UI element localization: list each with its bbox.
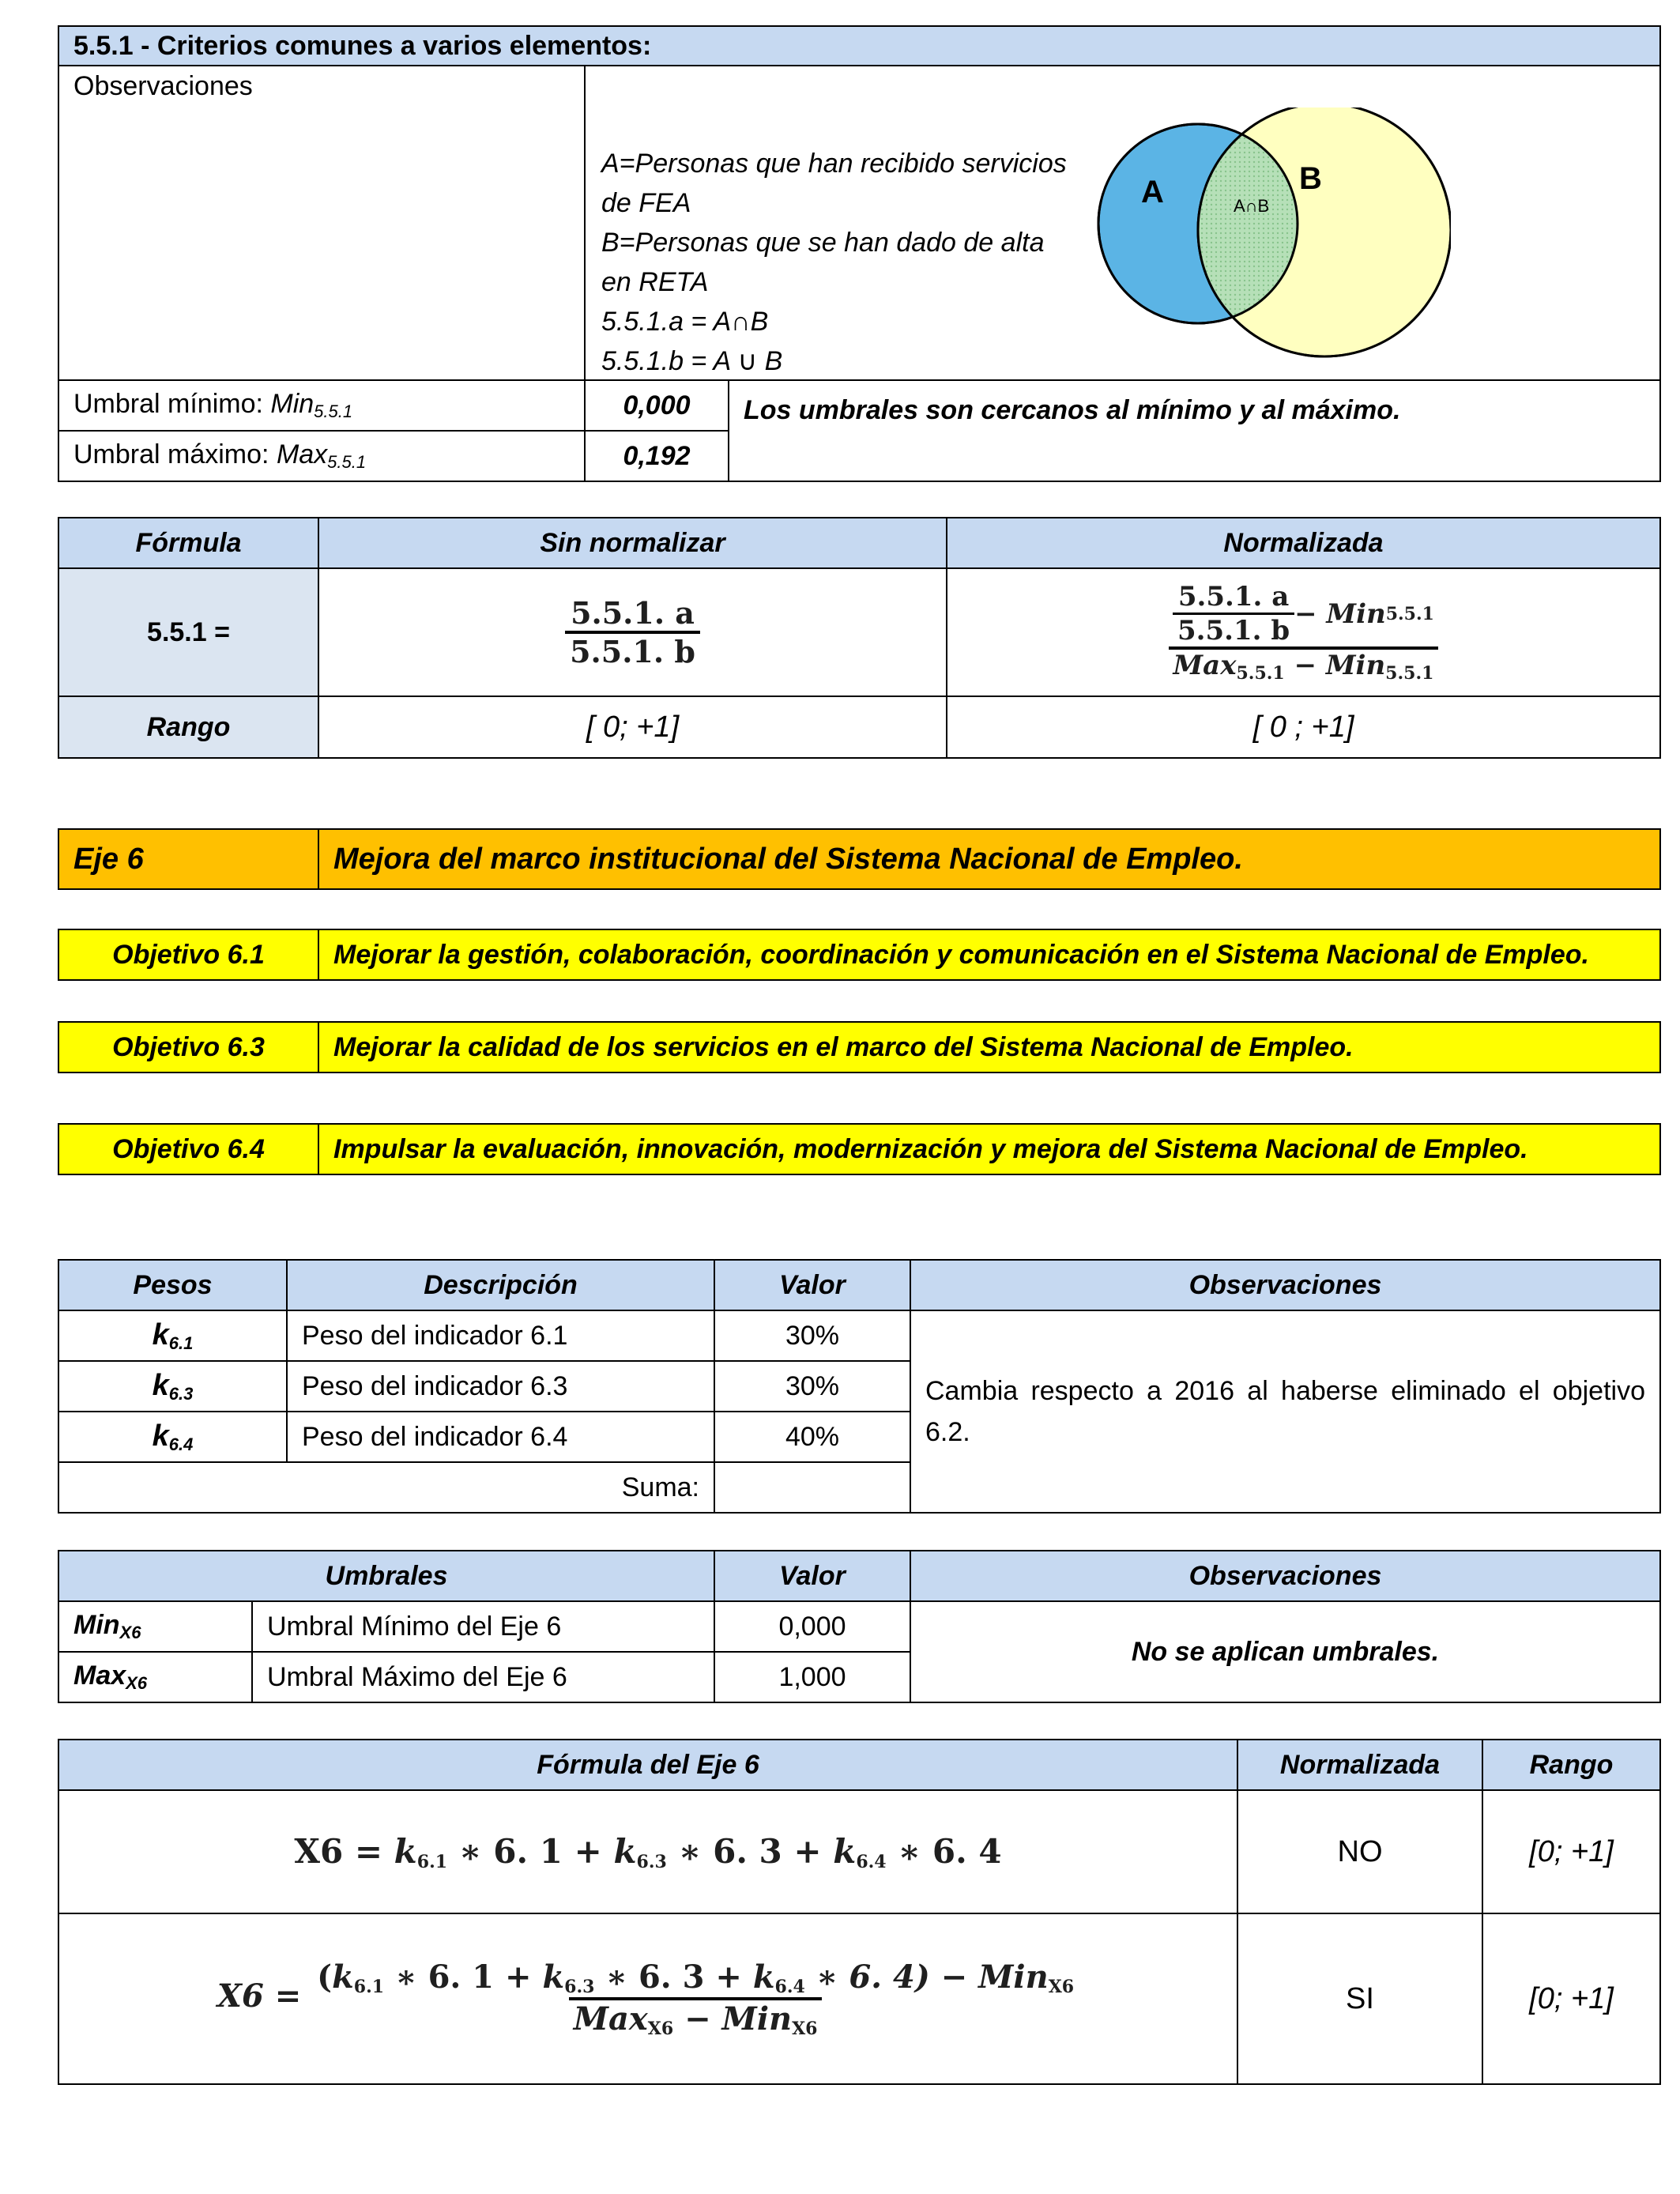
objetivo-label: Objetivo 6.3 xyxy=(58,1022,318,1072)
umbral-max-value: 0,192 xyxy=(585,431,729,481)
formula-eje-rango-2: [0; +1] xyxy=(1482,1913,1660,2084)
header-observaciones: Observaciones xyxy=(910,1260,1660,1310)
header-pesos: Pesos xyxy=(58,1260,287,1310)
header-formula-eje: Fórmula del Eje 6 xyxy=(58,1740,1237,1790)
observaciones-label: Observaciones xyxy=(58,66,585,380)
formula-sin-normalizar xyxy=(318,568,947,696)
header-descripcion: Descripción xyxy=(287,1260,714,1310)
peso-value: 30% xyxy=(714,1361,910,1412)
header-valor: Valor xyxy=(714,1551,910,1601)
formula-eje-normalizada: X6 = $\frac{(k_{6.1} ∗ 6. 1 + k_{6.3} ∗ 6. 3 + k_{6.4} ∗ 6. 4) - Min_{X6}}{Max_{X6} - Min_{X6}}$ xyxy=(58,1913,1237,2084)
pesos-table xyxy=(58,1259,1661,1514)
objetivo-label: Objetivo 6.1 xyxy=(58,929,318,980)
eje-label: Eje 6 xyxy=(58,829,318,889)
pesos-observaciones: Cambia respecto a 2016 al haberse eliminado el objetivo 6.2. xyxy=(910,1310,1660,1513)
objetivo-6-4-table xyxy=(58,1123,1661,1175)
rango-normalizada: [ 0 ; +1] xyxy=(947,696,1660,758)
rango-sin-normalizar: [ 0; +1] xyxy=(318,696,947,758)
formula-eje-sin-normalizar: $X6 = k_{6.1}$ ∗ 6. $1 + k_{6.3}$ ∗ 6. $3 + k_{6.4}$ ∗ 6. 4 xyxy=(58,1790,1237,1913)
peso-value: 30% xyxy=(714,1310,910,1361)
venn-label-a: A xyxy=(1141,175,1164,209)
peso-symbol: $k_{6.3}$ xyxy=(58,1361,287,1412)
umbral-max-description: Umbral Máximo del Eje 6 xyxy=(252,1652,714,1702)
header-rango: Rango xyxy=(1482,1740,1660,1790)
suma-value xyxy=(714,1462,910,1513)
objetivo-6-1-table xyxy=(58,929,1661,981)
venn-diagram xyxy=(1095,107,1451,360)
umbrales-table xyxy=(58,1550,1661,1703)
header-normalizada: Normalizada xyxy=(947,518,1660,568)
header-normalizada: Normalizada xyxy=(1237,1740,1482,1790)
formula-table xyxy=(58,517,1661,759)
set-definitions: A=Personas que han recibido servicios de FEA B=Personas que se han dado de alta en RETA 5.5.1.a = A∩B 5.5.1.b = A ∪ B xyxy=(601,149,1067,376)
umbral-min-symbol: Min$_{X6}$ xyxy=(58,1601,252,1652)
criterios-table xyxy=(58,25,1661,482)
frac-denominator: 5.5.1. b xyxy=(565,631,700,669)
formula-eje-normalizada-no: NO xyxy=(1237,1790,1482,1913)
venn-label-b: B xyxy=(1299,161,1322,196)
objetivo-text: Mejorar la gestión, colaboración, coordinación y comunicación en el Sistema Nacional de Empleo. xyxy=(318,929,1660,980)
formula-eje-rango-1: [0; +1] xyxy=(1482,1790,1660,1913)
objetivo-6-3-table xyxy=(58,1021,1661,1073)
header-valor: Valor xyxy=(714,1260,910,1310)
header-observaciones: Observaciones xyxy=(910,1551,1660,1601)
venn-label-ab: A∩B xyxy=(1234,196,1270,216)
observaciones-content xyxy=(585,66,1660,380)
frac-numerator: 5.5.1. a xyxy=(571,595,695,631)
umbral-max-symbol: Max$_{X6}$ xyxy=(58,1652,252,1702)
formula-normalizada: $\frac{5.5.1. a}{5.5.1. b}$ − Min 5.5.1 Max$_{5.5.1}$ − Min$_{5.5.1}$ xyxy=(947,568,1660,696)
umbrales-observaciones: No se aplican umbrales. xyxy=(910,1601,1660,1702)
umbral-min-description: Umbral Mínimo del Eje 6 xyxy=(252,1601,714,1652)
formula-eje-table xyxy=(58,1739,1661,2085)
objetivo-text: Mejorar la calidad de los servicios en el marco del Sistema Nacional de Empleo. xyxy=(318,1022,1660,1072)
umbral-min-value: 0,000 xyxy=(585,380,729,431)
formula-eje-normalizada-si: SI xyxy=(1237,1913,1482,2084)
peso-description: Peso del indicador 6.1 xyxy=(287,1310,714,1361)
header-umbrales: Umbrales xyxy=(58,1551,714,1601)
peso-value: 40% xyxy=(714,1412,910,1462)
umbral-max-valor: 1,000 xyxy=(714,1652,910,1702)
umbral-min-label: Umbral mínimo: Min$_{5.5.1}$ xyxy=(58,380,585,431)
umbral-min-valor: 0,000 xyxy=(714,1601,910,1652)
umbral-max-label: Umbral máximo: Max$_{5.5.1}$ xyxy=(58,431,585,481)
suma-label: Suma: xyxy=(58,1462,714,1513)
formula-row-label: 5.5.1 = xyxy=(58,568,318,696)
criterios-title: 5.5.1 - Criterios comunes a varios elementos: xyxy=(58,26,1660,66)
eje-table xyxy=(58,828,1661,890)
peso-description: Peso del indicador 6.3 xyxy=(287,1361,714,1412)
umbral-note: Los umbrales son cercanos al mínimo y al máximo. xyxy=(729,380,1660,481)
objetivo-label: Objetivo 6.4 xyxy=(58,1124,318,1174)
header-formula: Fórmula xyxy=(58,518,318,568)
objetivo-text: Impulsar la evaluación, innovación, modernización y mejora del Sistema Nacional de Empleo. xyxy=(318,1124,1660,1174)
peso-symbol: $k_{6.4}$ xyxy=(58,1412,287,1462)
peso-symbol: $k_{6.1}$ xyxy=(58,1310,287,1361)
rango-label: Rango xyxy=(58,696,318,758)
eje-text: Mejora del marco institucional del Sistema Nacional de Empleo. xyxy=(318,829,1660,889)
header-sin-normalizar: Sin normalizar xyxy=(318,518,947,568)
peso-description: Peso del indicador 6.4 xyxy=(287,1412,714,1462)
